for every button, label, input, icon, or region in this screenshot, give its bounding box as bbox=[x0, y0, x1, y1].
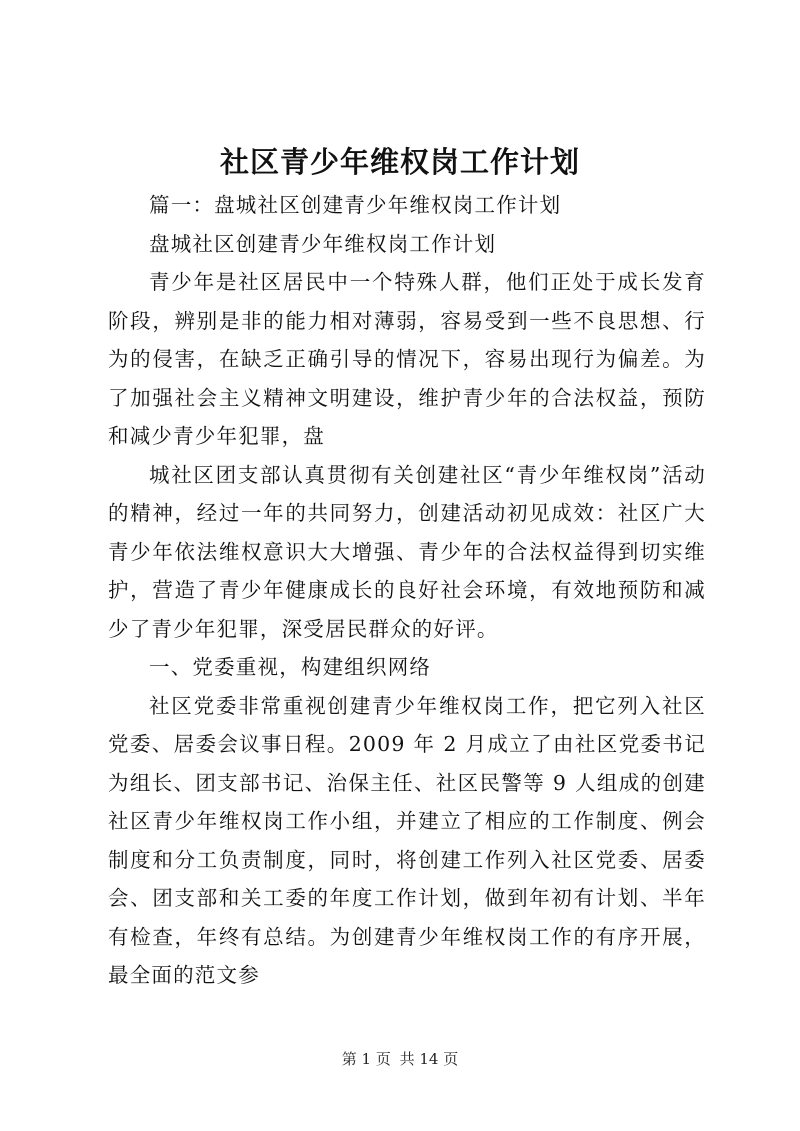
document-body bbox=[108, 186, 706, 995]
document-title: 社区青少年维权岗工作计划 bbox=[219, 145, 580, 179]
paragraph-party-committee: 社区党委非常重视创建青少年维权岗工作，把它列入社区党委、居委会议事日程。2009 年 2 月成立了由社区党委书记为组长、团支部书记、治保主任、社区民警等 9 人组成的创建社区青少年维权岗工作小组，并建立了相应的工作制度、例会制度和分工负责制度，同时，将创建工作列入社区党委、居委会、团支部和关工委的年度工作计划，做到年初有计划、半年有检查，年终有总结。为创建青少年维权岗工作的有序开展，最全面的范文参 bbox=[108, 693, 706, 987]
page-footer bbox=[0, 1049, 800, 1069]
paragraph-heading-one: 一、党委重视，构建组织网络 bbox=[149, 655, 432, 679]
paragraph-results: 城社区团支部认真贯彻有关创建社区“青少年维权岗”活动的精神，经过一年的共同努力，创建活动初见成效：社区广大青少年依法维权意识大大增强、青少年的合法权益得到切实维护，营造了青少年健康成长的良好社会环境，有效地预防和减少了青少年犯罪，深受居民群众的好评。 bbox=[108, 462, 706, 641]
page-total: 共 14 页 bbox=[399, 1050, 459, 1068]
paragraph-intro: 青少年是社区居民中一个特殊人群，他们正处于成长发育阶段，辨别是非的能力相对薄弱，容易受到一些不良思想、行为的侵害，在缺乏正确引导的情况下，容易出现行为偏差。为了加强社会主义精神文明建设，维护青少年的合法权益，预防和减少青少年犯罪，盘 bbox=[108, 270, 706, 448]
paragraph-subtitle: 盘城社区创建青少年维权岗工作计划 bbox=[149, 231, 497, 256]
page-number: 第 1 页 bbox=[341, 1050, 391, 1068]
paragraph-section-heading: 篇一：盘城社区创建青少年维权岗工作计划 bbox=[149, 193, 562, 217]
